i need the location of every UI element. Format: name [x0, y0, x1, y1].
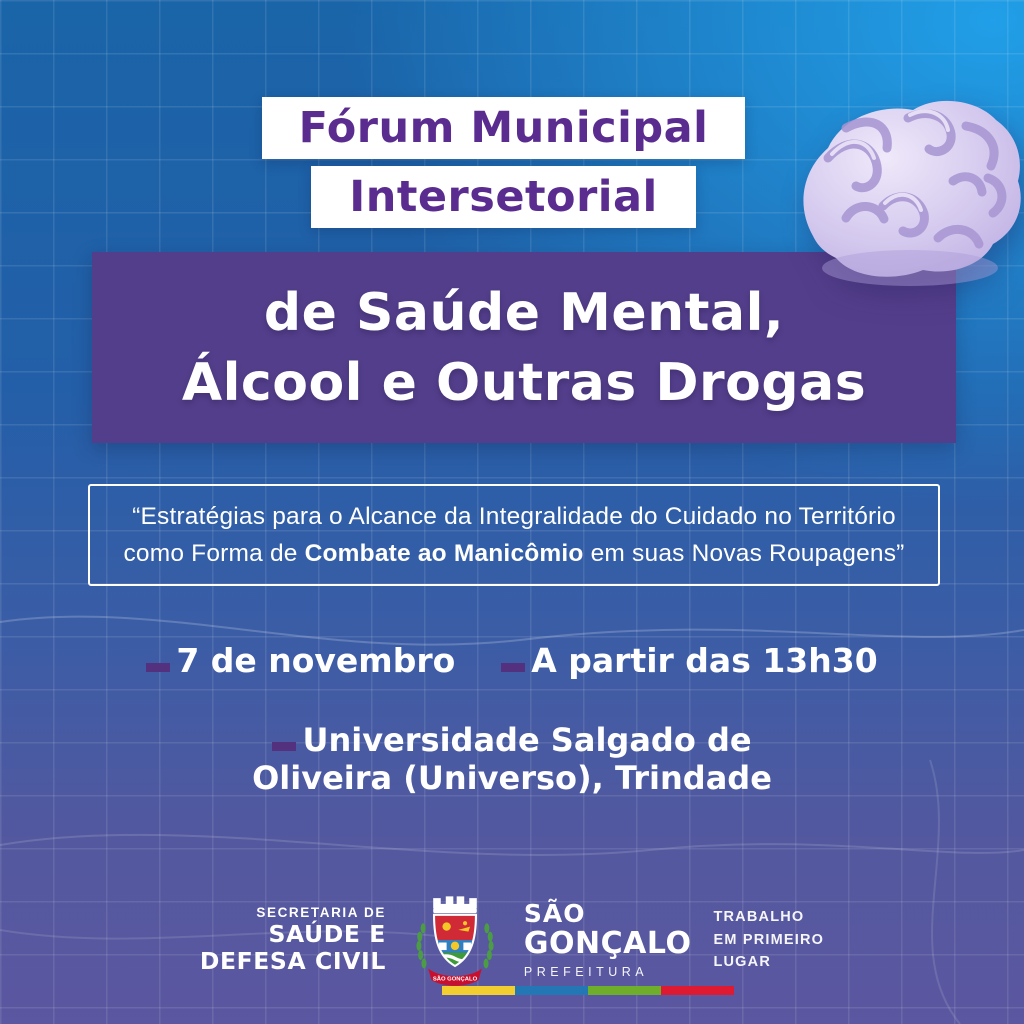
footer-branding: [0, 890, 1024, 990]
title-line2: Intersetorial: [349, 172, 658, 222]
city-line1: SÃO: [523, 899, 586, 929]
event-time-text: A partir das 13h30: [531, 641, 878, 680]
crest-ribbon-label: SÃO GONÇALO: [432, 976, 478, 983]
banner-line1: de Saúde Mental,: [263, 282, 785, 343]
brain-3d-image: [788, 86, 1024, 304]
sao-goncalo-coat-of-arms: [402, 888, 508, 992]
quote-line2: como Forma de Combate ao Manicômio em suas Novas Roupagens”: [123, 539, 905, 567]
secretariat-line1: SECRETARIA DE: [256, 904, 386, 920]
underscore-accent: [272, 742, 296, 751]
slogan-line1: TRABALHO: [713, 909, 805, 926]
event-date: [146, 641, 455, 680]
underscore-accent: [501, 663, 525, 672]
event-venue: [0, 722, 1024, 798]
slogan-line3: LUGAR: [713, 954, 772, 971]
secretariat-line2: SAÚDE E: [268, 919, 386, 948]
title-box-line1: [262, 97, 745, 159]
stripe-segment-blue: [515, 986, 588, 995]
secretariat-line3: DEFESA CIVIL: [199, 946, 386, 975]
venue-line2: Oliveira (Universo), Trindade: [252, 758, 772, 797]
title-box-line2: [311, 166, 696, 228]
slogan-block: [713, 906, 824, 973]
theme-quote-box: [88, 484, 940, 586]
city-logo-block: [524, 901, 692, 979]
event-time: [501, 641, 877, 680]
quote-bold-phrase: Combate ao Manicômio: [304, 539, 584, 567]
stripe-segment-green: [588, 986, 661, 995]
event-date-text: 7 de novembro: [176, 641, 456, 680]
secretariat-block: [200, 905, 386, 975]
city-line3: PREFEITURA: [523, 965, 649, 980]
date-time-row: [0, 641, 1024, 680]
city-line2: GONÇALO: [523, 926, 692, 962]
venue-line1: Universidade Salgado de: [302, 721, 752, 759]
title-line1: Fórum Municipal: [298, 103, 709, 153]
slogan-line2: EM PRIMEIRO: [713, 931, 825, 948]
underscore-accent: [146, 663, 170, 672]
quote-line1: “Estratégias para o Alcance da Integralidade do Cuidado no Território: [132, 502, 896, 530]
stripe-segment-red: [661, 986, 734, 995]
footer-color-stripe: [442, 986, 734, 995]
banner-line2: Álcool e Outras Drogas: [181, 352, 867, 413]
stripe-segment-yellow: [442, 986, 515, 995]
